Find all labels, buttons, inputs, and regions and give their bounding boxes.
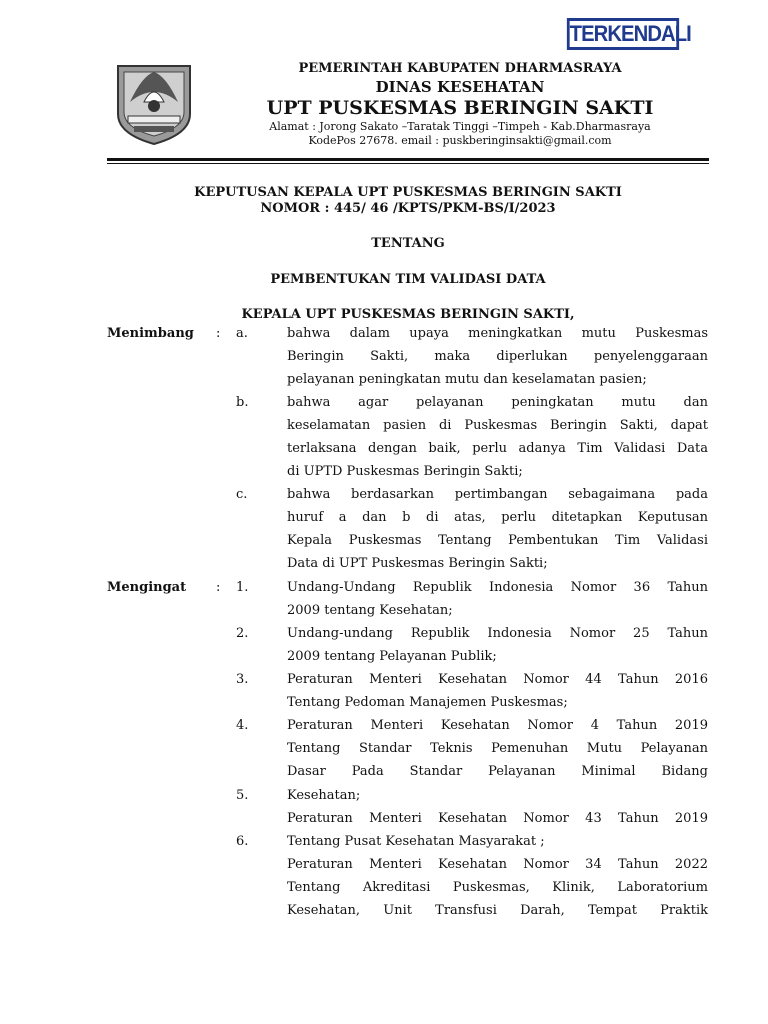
mengingat-line: Dasar Pada Standar Pelayanan Minimal Bidang: [287, 764, 708, 779]
mengingat-colon: :: [216, 580, 221, 595]
menimbang-marker-a: a.: [236, 326, 248, 341]
mengingat-line: Kesehatan, Unit Transfusi Darah, Tempat Praktik: [287, 903, 708, 918]
official-heading: KEPALA UPT PUSKESMAS BERINGIN SAKTI,: [241, 307, 575, 322]
mengingat-marker-5: 5.: [236, 788, 249, 803]
mengingat-marker-2: 2.: [236, 626, 249, 641]
letterhead-rule-thick: [107, 158, 709, 161]
menimbang-b-line: bahwa agar pelayanan peningkatan mutu dan: [287, 395, 708, 410]
menimbang-b-line: keselamatan pasien di Puskesmas Beringin Sakti, dapat: [287, 418, 708, 433]
menimbang-label: Menimbang: [107, 326, 194, 341]
mengingat-line: Peraturan Menteri Kesehatan Nomor 43 Tahun 2019: [287, 811, 708, 826]
menimbang-c-line: Kepala Puskesmas Tentang Pembentukan Tim Validasi: [287, 533, 708, 548]
mengingat-marker-4: 4.: [236, 718, 249, 733]
menimbang-colon: :: [216, 326, 221, 341]
mengingat-line: Tentang Pusat Kesehatan Masyarakat ;: [287, 834, 545, 849]
menimbang-c-line: huruf a dan b di atas, perlu ditetapkan Keputusan: [287, 510, 708, 525]
terkendali-stamp: TERKENDALI: [567, 18, 679, 50]
contact-line: KodePos 27678. email : puskberinginsakti@gmail.com: [308, 134, 612, 147]
menimbang-marker-c: c.: [236, 487, 248, 502]
mengingat-line: Peraturan Menteri Kesehatan Nomor 4 Tahun 2019: [287, 718, 708, 733]
menimbang-a-line: pelayanan peningkatan mutu dan keselamatan pasien;: [287, 372, 647, 387]
mengingat-marker-6: 6.: [236, 834, 249, 849]
tentang-heading: TENTANG: [371, 236, 445, 251]
mengingat-line: 2009 tentang Kesehatan;: [287, 603, 453, 618]
menimbang-c-line: bahwa berdasarkan pertimbangan sebagaimana pada: [287, 487, 708, 502]
mengingat-line: Peraturan Menteri Kesehatan Nomor 44 Tahun 2016: [287, 672, 708, 687]
mengingat-line: Tentang Pedoman Manajemen Puskesmas;: [287, 695, 568, 710]
mengingat-marker-3: 3.: [236, 672, 249, 687]
mengingat-label: Mengingat: [107, 580, 187, 595]
menimbang-c-line: Data di UPT Puskesmas Beringin Sakti;: [287, 556, 548, 571]
mengingat-line: Tentang Akreditasi Puskesmas, Klinik, Laboratorium: [287, 880, 708, 895]
institution-name: UPT PUSKESMAS BERINGIN SAKTI: [266, 97, 654, 119]
decree-title: KEPUTUSAN KEPALA UPT PUSKESMAS BERINGIN SAKTI: [194, 185, 622, 200]
menimbang-marker-b: b.: [236, 395, 249, 410]
mengingat-line: Tentang Standar Teknis Pemenuhan Mutu Pelayanan: [287, 741, 708, 756]
letterhead: [200, 60, 720, 148]
department-name: DINAS KESEHATAN: [375, 78, 545, 96]
address-line: Alamat : Jorong Sakato –Taratak Tinggi –Timpeh - Kab.Dharmasraya: [269, 120, 651, 133]
mengingat-line: Undang-undang Republik Indonesia Nomor 25 Tahun: [287, 626, 708, 641]
menimbang-a-line: Beringin Sakti, maka diperlukan penyelenggaraan: [287, 349, 708, 364]
mengingat-line: Undang-Undang Republik Indonesia Nomor 36 Tahun: [287, 580, 708, 595]
mengingat-line: 2009 tentang Pelayanan Publik;: [287, 649, 497, 664]
mengingat-line: Peraturan Menteri Kesehatan Nomor 34 Tahun 2022: [287, 857, 708, 872]
government-name: PEMERINTAH KABUPATEN DHARMASRAYA: [298, 61, 622, 76]
menimbang-b-line: terlaksana dengan baik, perlu adanya Tim Validasi Data: [287, 441, 708, 456]
letterhead-rule-thin: [107, 163, 709, 164]
menimbang-b-line: di UPTD Puskesmas Beringin Sakti;: [287, 464, 523, 479]
mengingat-marker-1: 1.: [236, 580, 249, 595]
dharmasraya-emblem-icon: [114, 62, 194, 146]
decree-subject: PEMBENTUKAN TIM VALIDASI DATA: [270, 272, 546, 287]
decree-number: NOMOR : 445/ 46 /KPTS/PKM-BS/I/2023: [260, 201, 556, 216]
menimbang-a-line: bahwa dalam upaya meningkatkan mutu Puskesmas: [287, 326, 708, 341]
mengingat-line: Kesehatan;: [287, 788, 361, 803]
